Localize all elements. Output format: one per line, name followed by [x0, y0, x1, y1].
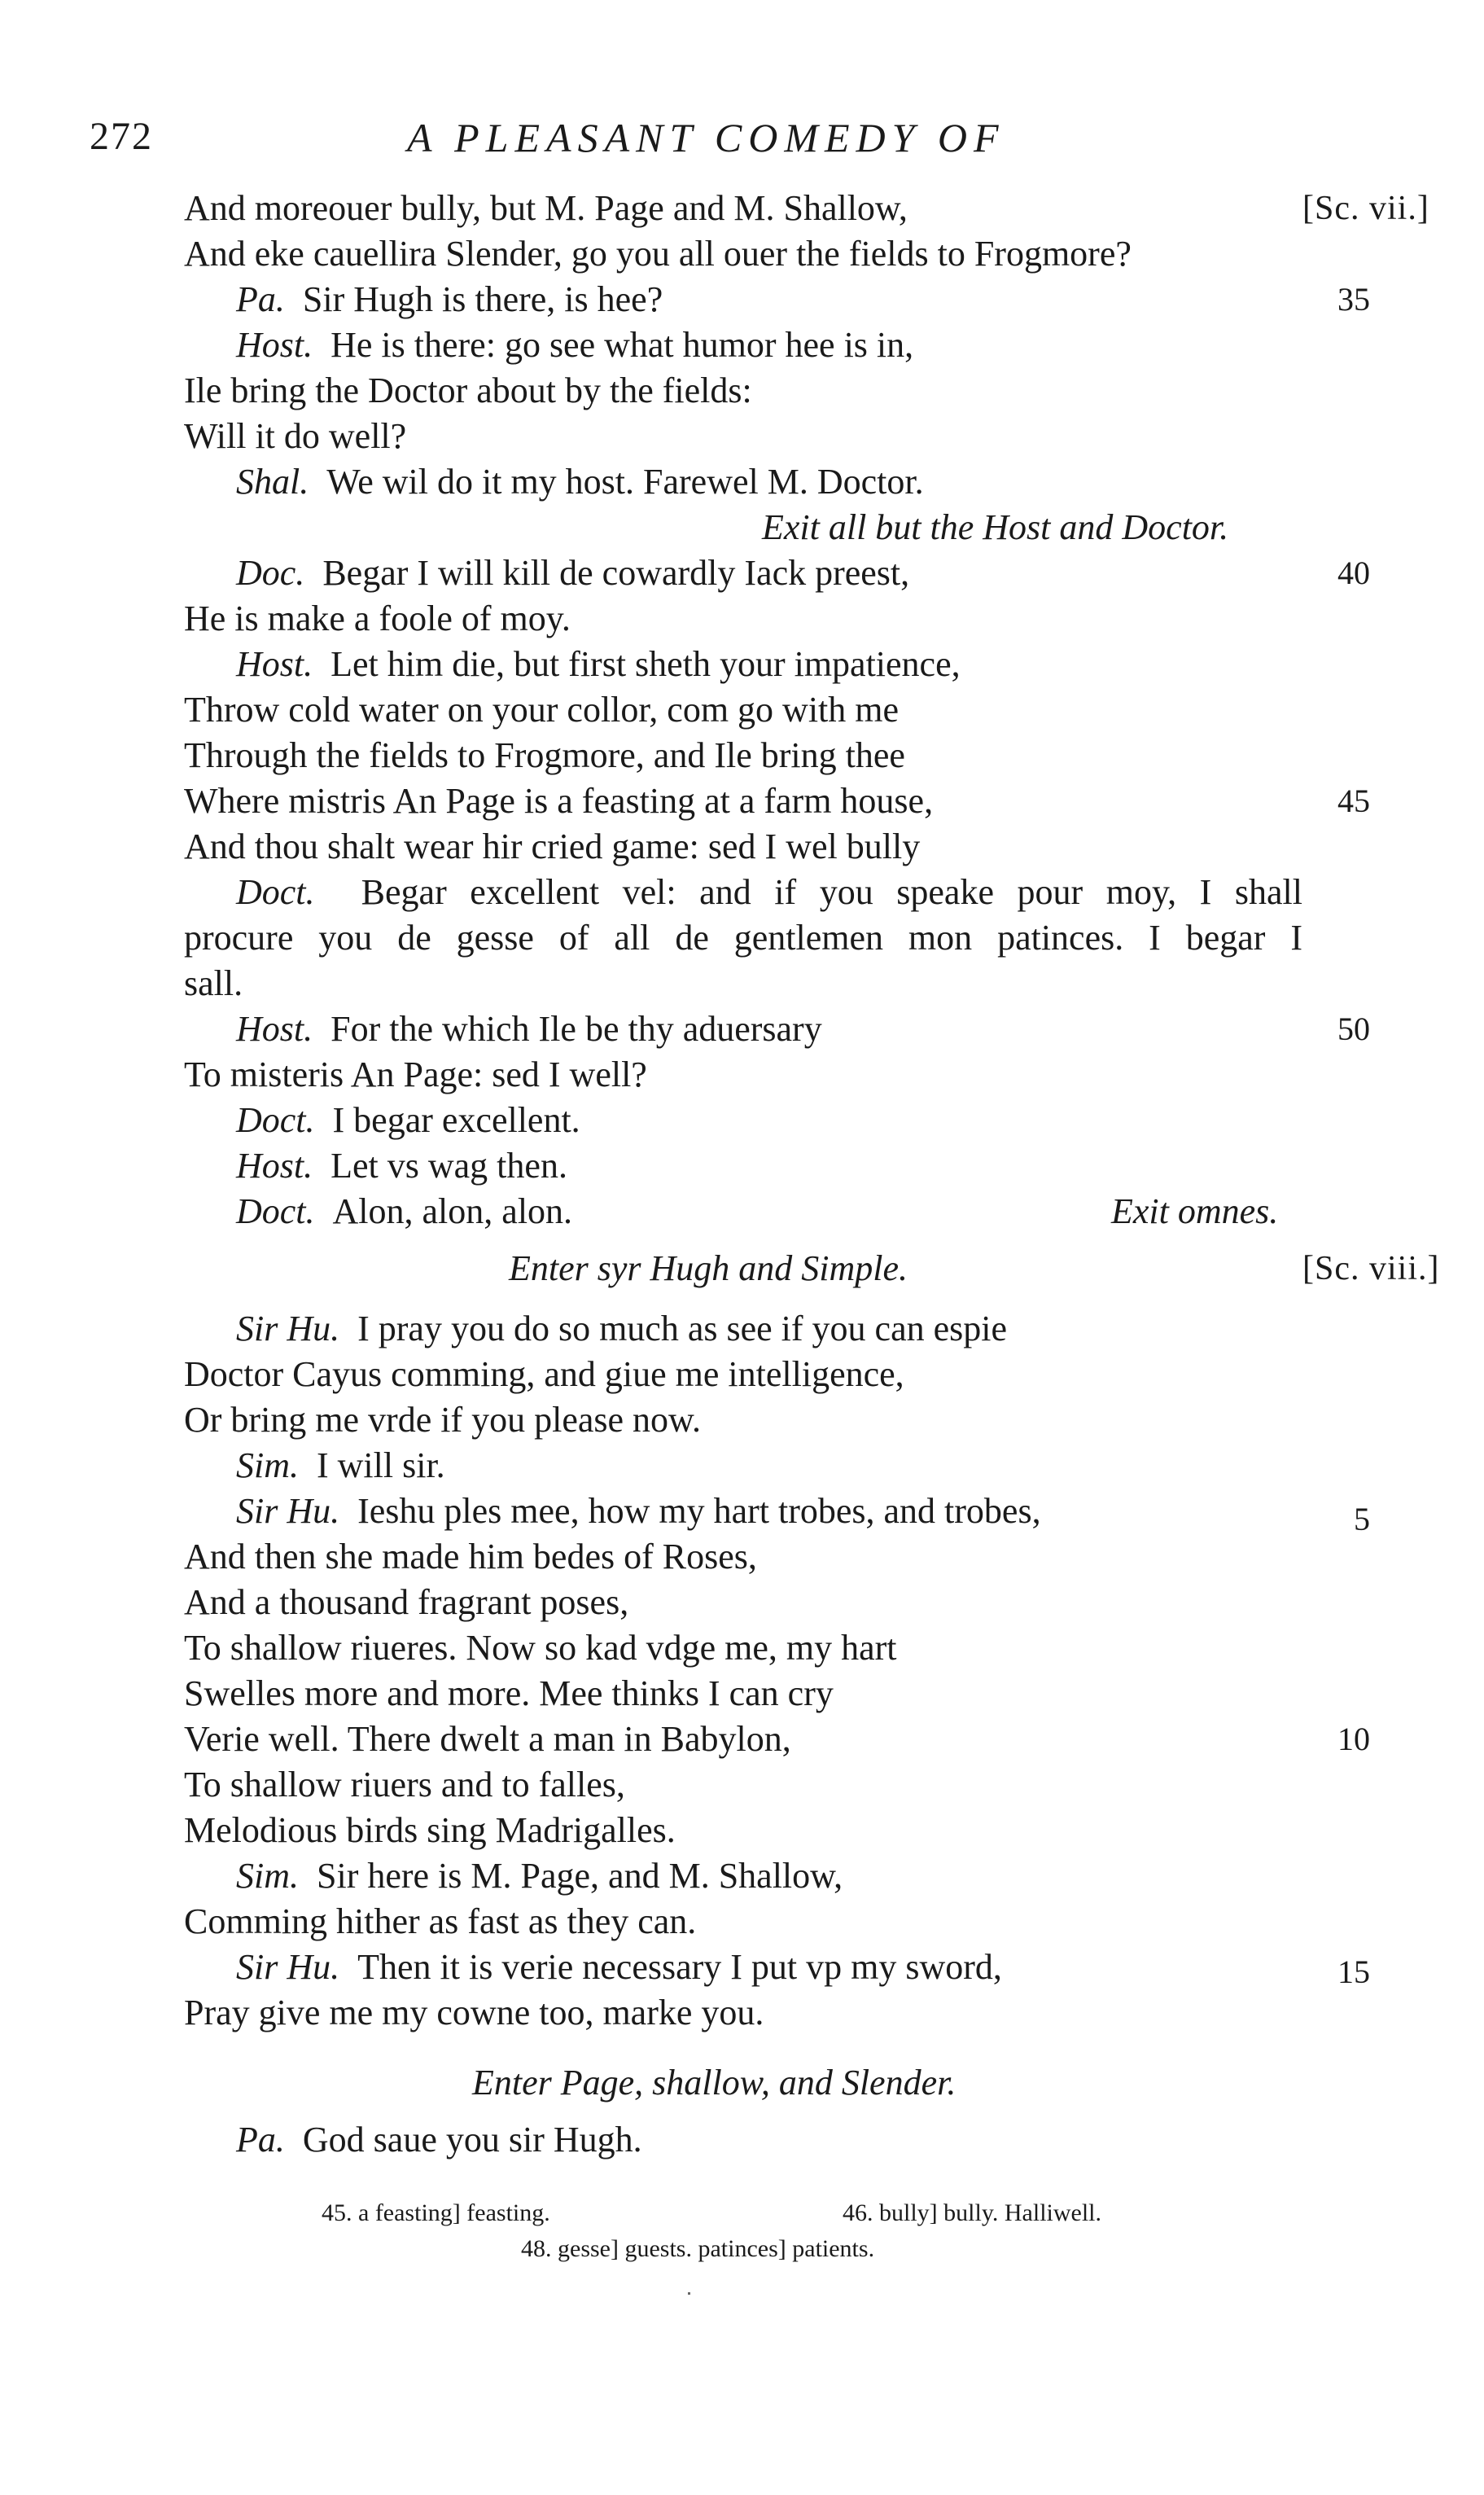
- speaker-label: Sim.: [236, 1856, 299, 1896]
- line-number: 50: [1337, 1011, 1370, 1047]
- entry-direction: Enter syr Hugh and Simple.: [509, 1248, 908, 1288]
- verse-line: To misteris An Page: sed I well?: [184, 1055, 647, 1094]
- verse-line: To shallow riueres. Now so kad vdge me, my hart: [184, 1628, 897, 1668]
- prose-line: procure you de gesse of all de gentlemen mon patinces. I begar I: [184, 918, 1302, 958]
- line-number: 15: [1337, 1953, 1370, 1990]
- speaker-label: Host.: [236, 325, 313, 365]
- verse-line: Comming hither as fast as they can.: [184, 1901, 697, 1941]
- stage-direction: Exit all but the Host and Doctor.: [762, 507, 1229, 547]
- speaker-label: Host.: [236, 1009, 313, 1049]
- footnote-48: 48. gesse] guests. patinces] patients.: [521, 2235, 875, 2262]
- verse-line: Sim. I will sir.: [236, 1445, 445, 1485]
- speaker-label: Doc.: [236, 553, 305, 593]
- verse-line: To shallow riuers and to falles,: [184, 1765, 625, 1804]
- entry-direction: Enter Page, shallow, and Slender.: [472, 2063, 957, 2103]
- verse-line: Doct. I begar excellent.: [236, 1100, 580, 1140]
- stage-direction: Exit omnes.: [1111, 1191, 1279, 1231]
- verse-line: Through the fields to Frogmore, and Ile bring thee: [184, 735, 905, 775]
- verse-line: And then she made him bedes of Roses,: [184, 1537, 757, 1576]
- footnote-46: 46. bully] bully. Halliwell.: [843, 2199, 1102, 2226]
- prose-line: sall.: [184, 963, 243, 1003]
- speaker-label: Doct.: [236, 872, 315, 912]
- verse-line: Will it do well?: [184, 416, 407, 456]
- speaker-label: Host.: [236, 644, 313, 684]
- scene-ref-7: [Sc. vii.]: [1302, 190, 1429, 227]
- verse-line: Pa. God saue you sir Hugh.: [236, 2120, 642, 2160]
- verse-line: And moreouer bully, but M. Page and M. Shallow,: [184, 188, 908, 228]
- line-number: 35: [1337, 281, 1370, 318]
- speaker-label: Shal.: [236, 462, 309, 502]
- verse-line: He is make a foole of moy.: [184, 599, 571, 638]
- verse-line: Pa. Sir Hugh is there, is hee?: [236, 279, 663, 319]
- line-number: 45: [1337, 783, 1370, 819]
- verse-line: And eke cauellira Slender, go you all ouer the fields to Frogmore?: [184, 234, 1132, 274]
- page-number: 272: [90, 115, 153, 158]
- prose-line: Doct. Begar excellent vel: and if you speake pour moy, I shall: [236, 872, 1302, 912]
- verse-line: Host. Let vs wag then.: [236, 1146, 567, 1186]
- verse-line: Melodious birds sing Madrigalles.: [184, 1810, 676, 1850]
- running-title: A PLEASANT COMEDY OF: [407, 115, 1005, 160]
- print-mark: [688, 2292, 690, 2295]
- speaker-label: Sir Hu.: [236, 1947, 340, 1987]
- line-number: 40: [1337, 555, 1370, 591]
- verse-line: Shal. We wil do it my host. Farewel M. Doctor.: [236, 462, 924, 502]
- line-number: 5: [1354, 1501, 1370, 1537]
- verse-line: Doc. Begar I will kill de cowardly Iack preest,: [236, 553, 910, 593]
- verse-line: Sim. Sir here is M. Page, and M. Shallow,: [236, 1856, 843, 1896]
- scene-ref-8: [Sc. viii.]: [1302, 1250, 1440, 1287]
- verse-line: Host. Let him die, but first sheth your impatience,: [236, 644, 961, 684]
- verse-line: Or bring me vrde if you please now.: [184, 1400, 701, 1440]
- speaker-label: Sim.: [236, 1445, 299, 1485]
- speaker-label: Sir Hu.: [236, 1491, 340, 1531]
- speaker-label: Pa.: [236, 2120, 285, 2160]
- line-number: 10: [1337, 1721, 1370, 1757]
- verse-line: Pray give me my cowne too, marke you.: [184, 1993, 764, 2032]
- verse-line: Host. He is there: go see what humor hee is in,: [236, 325, 914, 365]
- footnote-45: 45. a feasting] feasting.: [322, 2199, 550, 2226]
- page-header: [90, 114, 1392, 171]
- verse-line: Verie well. There dwelt a man in Babylon,: [184, 1719, 791, 1759]
- speaker-label: Host.: [236, 1146, 313, 1186]
- speaker-label: Pa.: [236, 279, 285, 319]
- verse-line: Sir Hu. Ieshu ples mee, how my hart trobes, and trobes,: [236, 1491, 1041, 1531]
- verse-line: Host. For the which Ile be thy aduersary: [236, 1009, 822, 1049]
- verse-line: Throw cold water on your collor, com go with me: [184, 690, 900, 730]
- speaker-label: Doct.: [236, 1100, 315, 1140]
- verse-line: Doct. Alon, alon, alon.: [236, 1191, 573, 1231]
- speaker-label: Sir Hu.: [236, 1309, 340, 1348]
- verse-line: Sir Hu. Then it is verie necessary I put vp my sword,: [236, 1947, 1002, 1987]
- verse-line: Sir Hu. I pray you do so much as see if you can espie: [236, 1309, 1008, 1348]
- verse-line: Doctor Cayus comming, and giue me intelligence,: [184, 1354, 904, 1394]
- verse-line: Ile bring the Doctor about by the fields:: [184, 371, 752, 410]
- verse-line: And a thousand fragrant poses,: [184, 1582, 629, 1622]
- speaker-label: Doct.: [236, 1191, 315, 1231]
- verse-line: Swelles more and more. Mee thinks I can cry: [184, 1673, 834, 1713]
- verse-line: And thou shalt wear hir cried game: sed I wel bully: [184, 827, 921, 866]
- verse-line: Where mistris An Page is a feasting at a farm house,: [184, 781, 934, 821]
